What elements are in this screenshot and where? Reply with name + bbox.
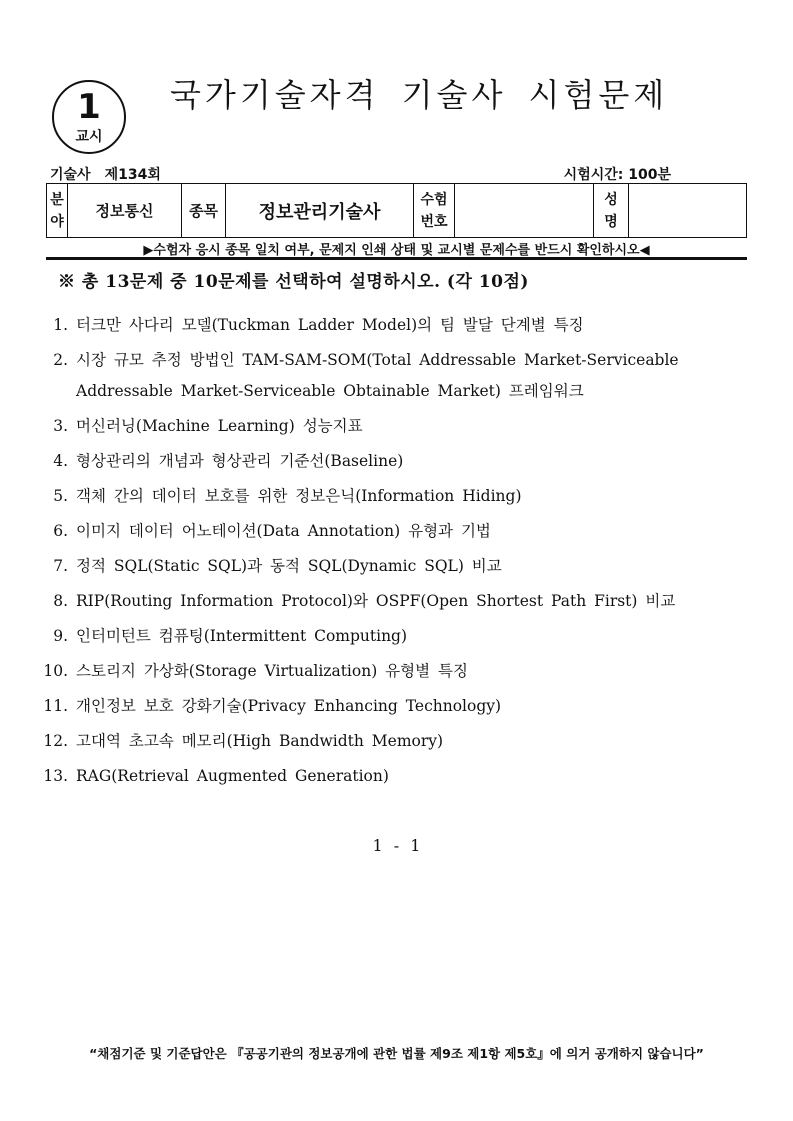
question-item: [42, 621, 752, 652]
question-item: [42, 726, 752, 757]
exam-meta: [50, 164, 161, 184]
question-item: [42, 586, 752, 617]
category-value: 정보관리기술사: [226, 184, 414, 238]
question-text: 시장 규모 추정 방법인 TAM-SAM-SOM(Total Addressable Market-Serviceable Addressable Market-Serviceable Obtainable Market) 프레임워크: [76, 351, 679, 400]
question-number: 13.: [43, 767, 68, 785]
question-item: [42, 551, 752, 582]
question-item: [42, 345, 752, 407]
instruction-text: ※ 총 13문제 중 10문제를 선택하여 설명하시오. (각 10점): [58, 272, 529, 292]
question-number: 9.: [53, 627, 68, 645]
question-list: [42, 310, 752, 796]
exam-round: 제134회: [104, 167, 161, 183]
period-badge: [52, 80, 126, 154]
exam-time: 시험시간: 100분: [563, 167, 671, 183]
field-value: 정보통신: [68, 184, 182, 238]
question-text: 인터미턴트 컴퓨팅(Intermittent Computing): [76, 627, 408, 645]
question-number: 5.: [53, 487, 68, 505]
question-number: 7.: [53, 557, 68, 575]
question-number: 3.: [53, 417, 68, 435]
question-item: [42, 310, 752, 341]
page-number: 1 - 1: [372, 836, 421, 855]
category-label: 종목: [182, 184, 226, 238]
period-label: 교시: [75, 129, 103, 145]
question-number: 6.: [53, 522, 68, 540]
exam-info-table: [46, 183, 747, 238]
question-item: [42, 481, 752, 512]
name-field[interactable]: [629, 184, 747, 238]
question-text: 객체 간의 데이터 보호를 위한 정보은닉(Information Hiding): [76, 487, 522, 505]
question-item: [42, 516, 752, 547]
exam-number-field[interactable]: [455, 184, 594, 238]
page-title: 국가기술자격 기술사 시험문제: [170, 76, 669, 114]
question-number: 1.: [53, 316, 68, 334]
question-text: RAG(Retrieval Augmented Generation): [76, 767, 389, 785]
question-number: 8.: [53, 592, 68, 610]
question-text: 이미지 데이터 어노테이션(Data Annotation) 유형과 기법: [76, 522, 491, 540]
question-number: 11.: [43, 697, 68, 715]
question-item: [42, 411, 752, 442]
question-text: 스토리지 가상화(Storage Virtualization) 유형별 특징: [76, 662, 468, 680]
period-number: 1: [77, 87, 101, 127]
name-label: 성 명: [594, 184, 629, 238]
question-text: 머신러닝(Machine Learning) 성능지표: [76, 417, 363, 435]
field-label: 분 야: [47, 184, 68, 238]
question-text: RIP(Routing Information Protocol)와 OSPF(Open Shortest Path First) 비교: [76, 592, 676, 610]
question-item: [42, 691, 752, 722]
question-text: 터크만 사다리 모델(Tuckman Ladder Model)의 팀 발달 단계별 특징: [76, 316, 584, 334]
divider: [46, 257, 747, 260]
question-text: 고대역 초고속 메모리(High Bandwidth Memory): [76, 732, 444, 750]
question-number: 4.: [53, 452, 68, 470]
question-item: [42, 656, 752, 687]
footer-disclaimer: “채점기준 및 기준답안은 『공공기관의 정보공개에 관한 법률 제9조 제1항 제5호』에 의거 공개하지 않습니다”: [89, 1046, 704, 1061]
question-text: 정적 SQL(Static SQL)과 동적 SQL(Dynamic SQL) 비교: [76, 557, 502, 575]
question-item: [42, 761, 752, 792]
question-number: 2.: [53, 351, 68, 369]
exam-type: 기술사: [50, 167, 91, 183]
exam-number-label: 수험 번호: [414, 184, 455, 238]
question-number: 10.: [43, 662, 68, 680]
question-text: 개인정보 보호 강화기술(Privacy Enhancing Technology): [76, 697, 502, 715]
question-text: 형상관리의 개념과 형상관리 기준선(Baseline): [76, 452, 404, 470]
question-item: [42, 446, 752, 477]
notice-text: ▶수험자 응시 종목 일치 여부, 문제지 인쇄 상태 및 교시별 문제수를 반드시 확인하시오◀: [143, 243, 650, 258]
question-number: 12.: [43, 732, 68, 750]
